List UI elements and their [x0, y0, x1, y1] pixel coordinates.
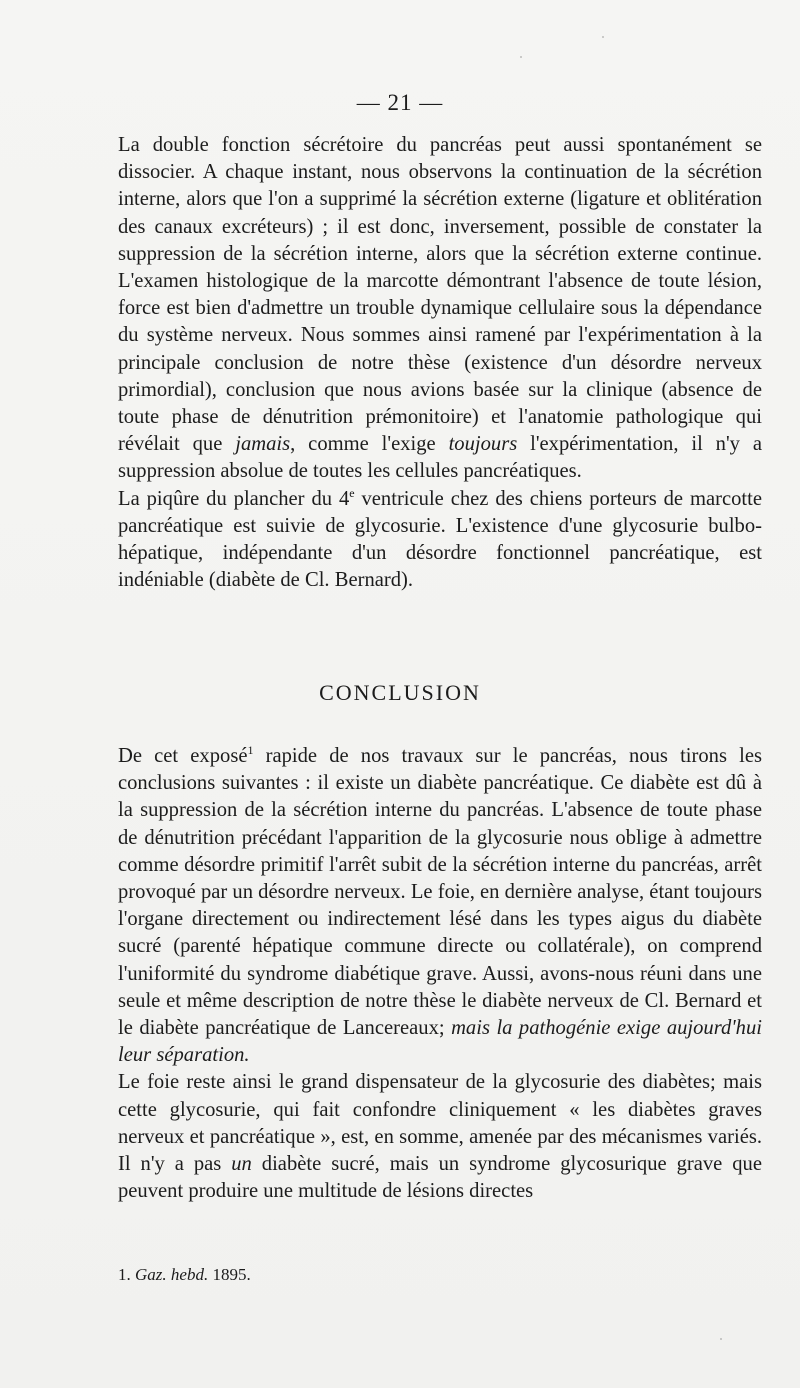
footnote-year: 1895.	[208, 1265, 251, 1284]
text-block-lower	[118, 743, 762, 1205]
italic-conclusion: mais la pathogénie exige aujourd'hui leur séparation.	[118, 1017, 762, 1067]
page-number: — 21 —	[356, 90, 444, 115]
italic-toujours: toujours	[448, 433, 518, 456]
footnote-marker: 1	[247, 743, 254, 758]
paragraph-2-text: La piqûre du plancher du 4	[118, 487, 350, 510]
ordinal-superscript: e	[349, 485, 355, 500]
section-heading: CONCLUSION	[319, 680, 481, 705]
paragraph-2	[118, 486, 762, 595]
paragraph-1-text-between: , comme l'exige	[290, 433, 449, 456]
paragraph-2-text-end: ventricule chez des chiens porteurs de marcotte pancréatique est suivie de glycosurie. L'existence d'une glycosurie bulbo-hépatique, indépendante d'un désordre fonctionnel pancréatique, est indéniable (diabète de Cl. Bernard).	[118, 487, 762, 592]
italic-un: un	[231, 1153, 252, 1176]
paragraph-4-text-end: diabète sucré, mais un syndrome glycosurique grave que peuvent produire une multitude de lésions directes	[118, 1153, 762, 1203]
paragraph-3-start: De cet exposé	[118, 745, 248, 767]
paragraph-4-text: Le foie reste ainsi le grand dispensateur de la glycosurie des diabètes; mais cette glycosurie, qui fait confondre cliniquement « les diabètes graves nerveux et pancréatique », est, en somme, amenée par des mécanismes variés. Il n'y a pas	[118, 1071, 762, 1176]
scan-speck	[520, 56, 522, 58]
paragraph-1	[118, 132, 762, 486]
paragraph-3	[118, 743, 762, 1069]
footnote	[118, 1264, 251, 1286]
paragraph-4	[118, 1069, 762, 1205]
text-block-upper	[118, 132, 762, 594]
scan-speck	[720, 1338, 722, 1340]
footnote-source: Gaz. hebd.	[135, 1265, 209, 1284]
scan-speck	[602, 36, 604, 38]
paragraph-1-text: La double fonction sécrétoire du pancréas peut aussi spontanément se dissocier. A chaque instant, nous observons la continuation de la sécrétion interne, alors que l'on a supprimé la sécrétion externe (ligature et oblitération des canaux excréteurs) ; il est donc, inversement, possible de constater la suppression de la sécrétion interne, alors que la sécrétion externe continue. L'examen histologique de la marcotte démontrant l'absence de toute lésion, force est bien d'admettre un trouble dynamique cellulaire sous la dépendance du système nerveux. Nous sommes ainsi ramené par l'expérimentation à la principale conclusion de notre thèse (existence d'un désordre nerveux primordial), conclusion que nous avions basée sur la clinique (absence de toute phase de dénutrition prémonitoire) et l'anatomie pathologique qui révélait que	[118, 134, 762, 456]
italic-jamais: jamais	[235, 433, 291, 456]
footnote-number: 1.	[118, 1265, 135, 1284]
paragraph-3-text: rapide de nos travaux sur le pancréas, nous tirons les conclusions suivantes : il existe un diabète pancréatique. Ce diabète est dû à la suppression de la sécrétion interne du pancréas. L'absence de toute phase de dénutrition précédant l'apparition de la glycosurie nous oblige à admettre comme désordre primitif l'arrêt subit de la sécrétion interne du pancréas, arrêt provoqué par un désordre nerveux. Le foie, en dernière analyse, étant toujours l'organe directement ou indirectement lésé dans les types aigus du diabète sucré (parenté hépatique commune directe ou collatérale), on comprend l'uniformité du syndrome diabétique grave. Aussi, avons-nous réuni dans une seule et même description de notre thèse le diabète nerveux de Cl. Bernard et le diabète pancréatique de Lancereaux;	[118, 745, 762, 1040]
paragraph-1-text-end: l'expérimentation, il n'y a suppression absolue de toutes les cellules pancréatiques.	[118, 433, 762, 483]
